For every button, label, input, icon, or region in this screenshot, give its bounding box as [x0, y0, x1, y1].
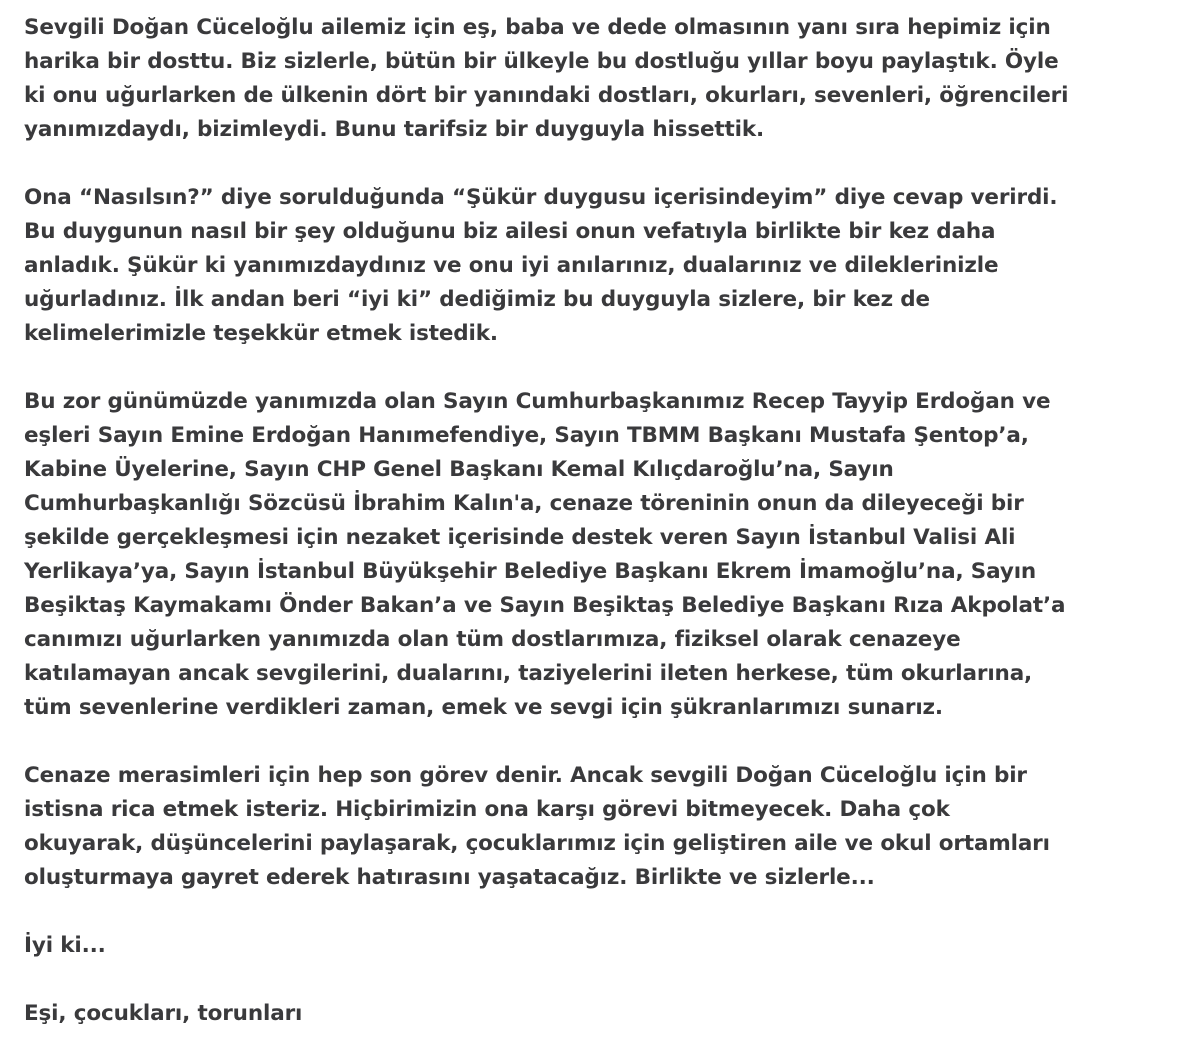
text-line: kelimelerimizle teşekkür etmek istedik. [24, 321, 498, 346]
text-line: okuyarak, düşüncelerini paylaşarak, çocuklarımız için geliştiren aile ve okul ortamları [24, 831, 1050, 856]
text-line: İyi ki... [24, 933, 106, 958]
text-line: tüm sevenlerine verdikleri zaman, emek ve sevgi için şükranlarımızı sunarız. [24, 695, 943, 720]
text-line: katılamayan ancak sevgilerini, dualarını, taziyelerini ileten herkese, tüm okurlarına, [24, 661, 1033, 686]
text-line: Kabine Üyelerine, Sayın CHP Genel Başkanı Kemal Kılıçdaroğlu’na, Sayın [24, 457, 894, 482]
text-line: Eşi, çocukları, torunları [24, 1001, 303, 1026]
paragraph-closing [24, 929, 1158, 963]
text-line: canımızı uğurlarken yanımızda olan tüm dostlarımıza, fiziksel olarak cenazeye [24, 627, 961, 652]
text-line: eşleri Sayın Emine Erdoğan Hanımefendiye, Sayın TBMM Başkanı Mustafa Şentop’a, [24, 423, 1029, 448]
text-line: anladık. Şükür ki yanımızdaydınız ve onu iyi anılarınız, dualarınız ve dileklerinizle [24, 253, 999, 278]
text-line: Bu zor günümüzde yanımızda olan Sayın Cumhurbaşkanımız Recep Tayyip Erdoğan ve [24, 389, 1051, 414]
text-line: yanımızdaydı, bizimleydi. Bunu tarifsiz bir duyguyla hissettik. [24, 117, 765, 142]
text-line: harika bir dosttu. Biz sizlerle, bütün bir ülkeyle bu dostluğu yıllar boyu paylaştık. Öyle [24, 49, 1059, 74]
text-line: Cumhurbaşkanlığı Sözcüsü İbrahim Kalın'a, cenaze töreninin onun da dileyeceği bir [24, 491, 1024, 516]
paragraph-legacy [24, 759, 1158, 895]
text-line: istisna rica etmek isteriz. Hiçbirimizin ona karşı görevi bitmeyecek. Daha çok [24, 797, 950, 822]
text-line: oluşturmaya gayret ederek hatırasını yaşatacağız. Birlikte ve sizlerle... [24, 865, 875, 890]
text-line: Beşiktaş Kaymakamı Önder Bakan’a ve Sayın Beşiktaş Belediye Başkanı Rıza Akpolat’a [24, 593, 1066, 618]
text-line: Yerlikaya’ya, Sayın İstanbul Büyükşehir Belediye Başkanı Ekrem İmamoğlu’na, Sayın [24, 559, 1037, 584]
paragraph-gratitude [24, 181, 1158, 351]
text-line: Sevgili Doğan Cüceloğlu ailemiz için eş, baba ve dede olmasının yanı sıra hepimiz için [24, 15, 1051, 40]
paragraph-signature [24, 997, 1158, 1031]
text-line: Cenaze merasimleri için hep son görev denir. Ancak sevgili Doğan Cüceloğlu için bir [24, 763, 1027, 788]
paragraph-acknowledgements [24, 385, 1158, 725]
text-line: uğurladınız. İlk andan beri “iyi ki” dediğimiz bu duyguyla sizlere, bir kez de [24, 287, 930, 312]
paragraph-intro [24, 11, 1158, 147]
text-line: şekilde gerçekleşmesi için nezaket içerisinde destek veren Sayın İstanbul Valisi Ali [24, 525, 1016, 550]
text-line: Ona “Nasılsın?” diye sorulduğunda “Şükür duygusu içerisindeyim” diye cevap verirdi. [24, 185, 1058, 210]
text-line: Bu duygunun nasıl bir şey olduğunu biz ailesi onun vefatıyla birlikte bir kez daha [24, 219, 996, 244]
text-line: ki onu uğurlarken de ülkenin dört bir yanındaki dostları, okurları, sevenleri, öğrencileri [24, 83, 1069, 108]
